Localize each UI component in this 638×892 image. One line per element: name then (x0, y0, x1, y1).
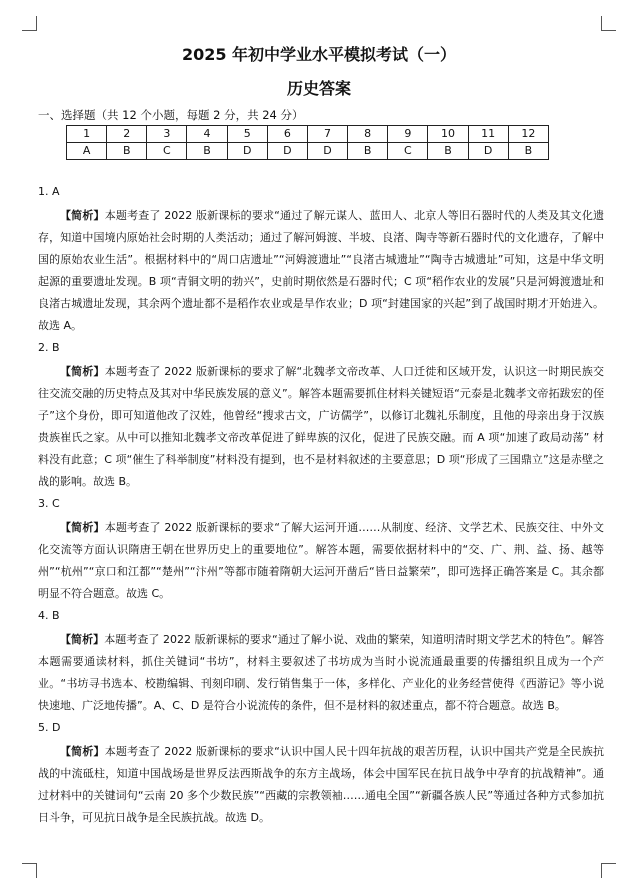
crop-mark-bottom-right (601, 863, 616, 878)
question-answer-label: 1. A (38, 185, 60, 198)
explanation-paragraph (38, 517, 604, 605)
question-number-cell: 4 (187, 126, 227, 143)
answer-cell: B (428, 143, 468, 160)
question-answer-label: 4. B (38, 609, 60, 622)
explanation-item (38, 184, 604, 337)
answer-table (66, 125, 549, 160)
analysis-tag: 【简析】 (60, 745, 105, 758)
answer-table-number-row (67, 126, 549, 143)
section-heading: 一、选择题（共 12 个小题，每题 2 分，共 24 分） (38, 108, 304, 122)
question-number-cell: 7 (307, 126, 347, 143)
answer-cell: C (388, 143, 428, 160)
question-number-cell: 6 (267, 126, 307, 143)
explanation-paragraph (38, 741, 604, 829)
question-number-cell: 3 (147, 126, 187, 143)
analysis-tag: 【简析】 (60, 633, 105, 646)
answer-cell: B (187, 143, 227, 160)
question-number-cell: 11 (468, 126, 508, 143)
answer-cell: A (67, 143, 107, 160)
answer-table-answer-row (67, 143, 549, 160)
explanation-item (38, 720, 604, 829)
question-number-cell: 8 (348, 126, 388, 143)
analysis-tag: 【简析】 (60, 521, 105, 534)
answer-cell: D (267, 143, 307, 160)
answer-cell: D (227, 143, 267, 160)
question-answer-label: 3. C (38, 497, 60, 510)
question-number-cell: 9 (388, 126, 428, 143)
answer-cell: D (468, 143, 508, 160)
answer-cell: B (508, 143, 548, 160)
explanation-item (38, 340, 604, 493)
question-answer-label: 2. B (38, 341, 60, 354)
answer-cell: C (147, 143, 187, 160)
answer-cell: D (307, 143, 347, 160)
analysis-tag: 【简析】 (60, 209, 105, 222)
crop-mark-bottom-left (22, 863, 37, 878)
question-number-cell: 5 (227, 126, 267, 143)
explanation-item (38, 608, 604, 717)
explanation-text: 本题考查了 2022 版新课标的要求“了解大运河开通……从制度、经济、文学艺术、民族交往、中外文化交流等方面认识隋唐王朝在世界历史上的重要地位”。解答本题，需要依据材料中的“交、广、荆、益、扬、越等州”“杭州”“京口和江都”“楚州”“汴州”等都市随着隋朝大运河开凿后“皆日益繁荣”，即可选择正确答案是 C。其余都明显不符合题意。故选 C。 (38, 521, 605, 600)
explanations (38, 184, 604, 832)
subject-title: 历史答案 (286, 79, 351, 98)
question-number-cell: 12 (508, 126, 548, 143)
answer-cell: B (348, 143, 388, 160)
crop-mark-top-right (601, 16, 616, 31)
question-number-cell: 2 (107, 126, 147, 143)
explanation-paragraph (38, 629, 604, 717)
answer-cell: B (107, 143, 147, 160)
question-answer-label: 5. D (38, 721, 61, 734)
explanation-paragraph (38, 205, 604, 337)
explanation-text: 本题考查了 2022 版新课标的要求“通过了解小说、戏曲的繁荣，知道明清时期文学艺术的特色”。解答本题需要通读材料，抓住关键词“书坊”，材料主要叙述了书坊成为当时小说流通最重要的传播组织且成为一个产业。“书坊寻书选本、校勘编辑、刊刻印刷、发行销售集于一体，多样化、产业化的业务经营使得《西游记》等小说快速地、广泛地传播”。A、C、D 是符合小说流传的条件，但不是材料的叙述重点，都不符合题意。故选 B。 (38, 633, 604, 712)
question-number-cell: 1 (67, 126, 107, 143)
crop-mark-top-left (22, 16, 37, 31)
explanation-text: 本题考查了 2022 版新课标的要求了解“北魏孝文帝改革、人口迁徙和区域开发，认识这一时期民族交往交流交融的历史特点及其对中华民族发展的意义”。解答本题需要抓住材料关键短语“元泰是北魏孝文帝拓跋宏的侄子”这个身份，即可知道他改了汉姓，他曾经“搜求古文，广访儒学”，以修订北魏礼乐制度，且他的母亲出身于汉族贵族崔氏之家。从中可以推知北魏孝文帝改革促进了鲜卑族的汉化，促进了民族交融。而 A 项“加速了政局动荡” 材料没有此意；C 项“催生了科举制度”材料没有提到，也不是材料叙述的主要意思；D 项“形成了三国鼎立”这是赤壁之战的影响。故选 B。 (38, 365, 605, 488)
analysis-tag: 【简析】 (60, 365, 105, 378)
explanation-text: 本题考查了 2022 版新课标的要求“认识中国人民十四年抗战的艰苦历程，认识中国共产党是全民族抗战的中流砥柱，知道中国战场是世界反法西斯战争的东方主战场，体会中国军民在抗日战争中孕育的抗战精神”。通过材料中的关键词句“云南 20 多个少数民族”“西藏的宗教领袖……通电全国”“新疆各族人民”等通过各种方式参加抗日斗争，可见抗日战争是全民族抗战。故选 D。 (38, 745, 605, 824)
exam-title: 2025 年初中学业水平模拟考试（一） (181, 45, 457, 64)
explanation-text: 本题考查了 2022 版新课标的要求“通过了解元谋人、蓝田人、北京人等旧石器时代的人类及其文化遗存，知道中国境内原始社会时期的人类活动；通过了解河姆渡、半坡、良渚、陶寺等新石器时代的文化遗存，了解中国的原始农业生活”。根据材料中的“周口店遗址”“河姆渡遗址”“良渚古城遗址”“陶寺古城遗址”可知，这是中华文明起源的重要遗址发现。B 项“青铜文明的勃兴”，史前时期依然是石器时代；C 项“稻作农业的发展”只是河姆渡遗址和良渚古城遗址发现，其余两个遗址都不是稻作农业或是旱作农业；D 项“封建国家的兴起”到了战国时期才开始进入。故选 A。 (38, 209, 605, 332)
question-number-cell: 10 (428, 126, 468, 143)
explanation-paragraph (38, 361, 604, 493)
explanation-item (38, 496, 604, 605)
